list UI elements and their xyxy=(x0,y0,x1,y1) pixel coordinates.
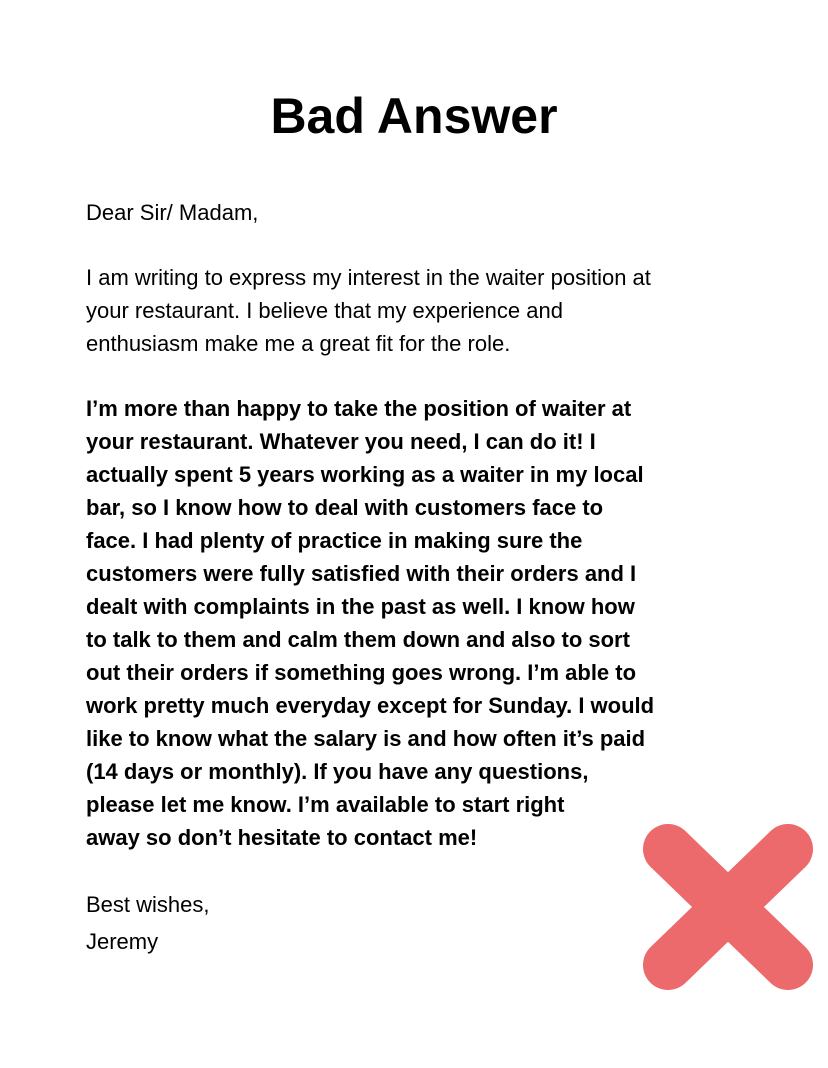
body-line: work pretty much everyday except for Sunday. I would xyxy=(86,693,655,718)
body-line: out their orders if something goes wrong. I’m able to xyxy=(86,660,637,685)
signoff: Best wishes, xyxy=(86,892,210,917)
salutation: Dear Sir/ Madam, xyxy=(86,200,259,225)
body-line: I’m more than happy to take the position of waiter at xyxy=(86,396,632,421)
body-line: face. I had plenty of practice in making sure the xyxy=(86,528,583,553)
body-line: dealt with complaints in the past as well. I know how xyxy=(86,594,635,619)
body-line: please let me know. I’m available to start right xyxy=(86,792,565,817)
body-line: bar, so I know how to deal with customers face to xyxy=(86,495,604,520)
body-line: like to know what the salary is and how often it’s paid xyxy=(86,726,646,751)
red-x-icon xyxy=(640,822,816,992)
body-line: away so don’t hesitate to contact me! xyxy=(86,825,478,850)
body-paragraph xyxy=(86,392,741,854)
signature: Jeremy xyxy=(86,929,159,954)
body-line: to talk to them and calm them down and also to sort xyxy=(86,627,630,652)
intro-line: your restaurant. I believe that my experience and xyxy=(86,298,563,323)
body-line: your restaurant. Whatever you need, I can do it! I xyxy=(86,429,596,454)
body-line: actually spent 5 years working as a waiter in my local xyxy=(86,462,644,487)
intro-line: enthusiasm make me a great fit for the role. xyxy=(86,331,511,356)
body-line: (14 days or monthly). If you have any questions, xyxy=(86,759,589,784)
page-title: Bad Answer xyxy=(270,88,558,144)
intro-paragraph xyxy=(86,261,736,360)
body-line: customers were fully satisfied with their orders and I xyxy=(86,561,637,586)
intro-line: I am writing to express my interest in the waiter position at xyxy=(86,265,651,290)
